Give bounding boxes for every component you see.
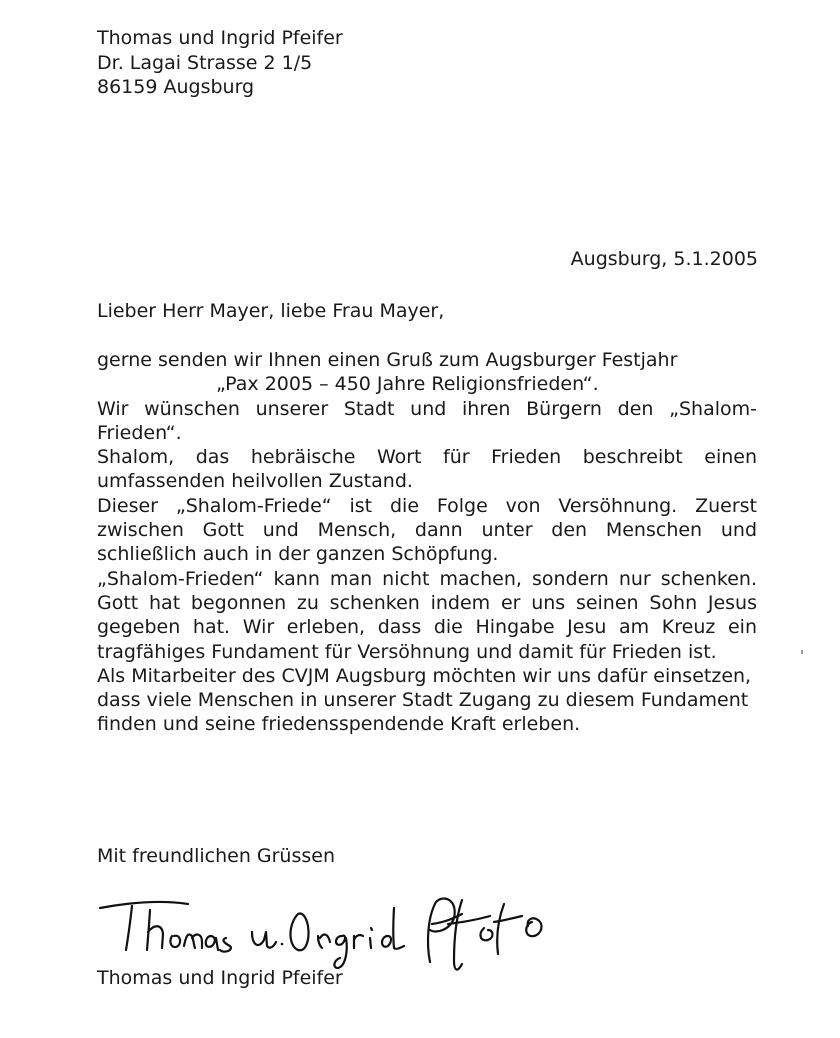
signer-name: Thomas und Ingrid Pfeifer (97, 967, 343, 989)
sender-address (97, 26, 343, 100)
salutation: Lieber Herr Mayer, liebe Frau Mayer, (97, 300, 445, 322)
paragraph-festival-title: „Pax 2005 – 450 Jahre Religionsfrieden“. (216, 373, 599, 396)
sender-city: 86159 Augsburg (97, 76, 255, 98)
letter-body (97, 348, 757, 737)
sender-street: Dr. Lagai Strasse 2 1/5 (97, 51, 313, 74)
letter-date: Augsburg, 5.1.2005 (570, 248, 758, 270)
paragraph-shalom-meaning: Shalom, das hebräische Wort für Frieden beschreibt einen umfassenden heilvollen Zustand. (97, 446, 757, 493)
closing-phrase: Mit freundlichen Grüssen (97, 845, 336, 867)
paragraph-gift: „Shalom-Frieden“ kann man nicht machen, sondern nur schenken. Gott hat begonnen zu schenken indem er uns seinen Sohn Jesus gegeben hat. Wir erleben, dass die Hingabe Jesu am Kreuz ein tragfähiges Fundament für Versöhnung und damit für Frieden ist. (97, 567, 757, 663)
paragraph-greeting: gerne senden wir Ihnen einen Gruß zum Augsburger Festjahr (97, 349, 678, 371)
paragraph-wish: Wir wünschen unserer Stadt und ihren Bürgern den „Shalom-Frieden“. (97, 397, 757, 444)
sender-name: Thomas und Ingrid Pfeifer (97, 27, 343, 49)
paragraph-reconciliation: Dieser „Shalom-Friede“ ist die Folge von Versöhnung. Zuerst zwischen Gott und Mensch, dann unter den Menschen und schließlich auch in der ganzen Schöpfung. (97, 494, 757, 566)
scan-speck (801, 650, 803, 654)
paragraph-cvjm: Als Mitarbeiter des CVJM Augsburg möchten wir uns dafür einsetzen, dass viele Menschen in unserer Stadt Zugang zu diesem Fundament finden und seine friedensspendende Kraft erleben. (97, 664, 752, 736)
handwritten-signature (92, 880, 562, 976)
